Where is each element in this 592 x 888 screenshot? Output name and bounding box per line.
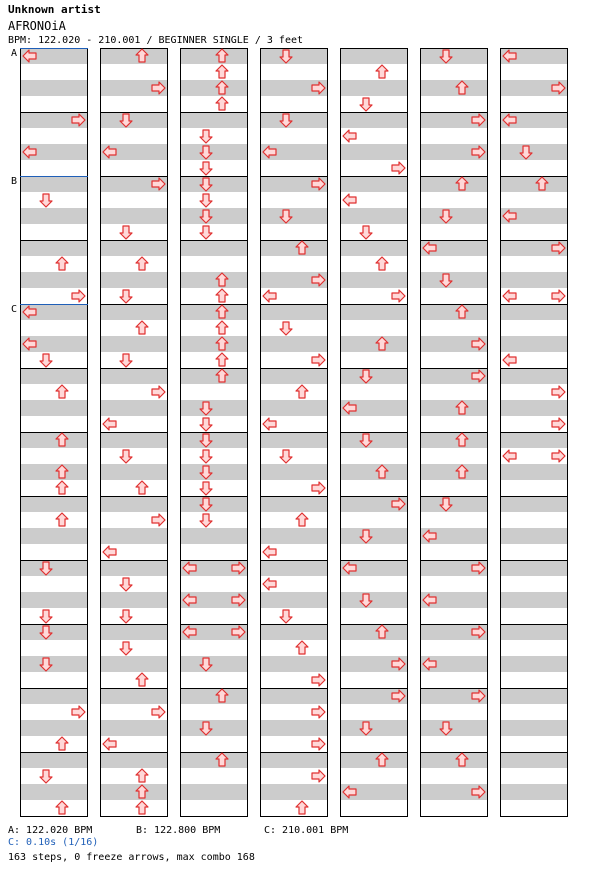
beat-stripe bbox=[100, 688, 168, 704]
beat-stripe bbox=[180, 752, 248, 768]
song-title: AFRONOiA bbox=[8, 19, 66, 33]
beat-stripe bbox=[500, 624, 568, 640]
beat-stripe bbox=[420, 48, 488, 64]
beat-stripe bbox=[260, 112, 328, 128]
beat-stripe bbox=[20, 272, 88, 288]
beat-stripe bbox=[260, 752, 328, 768]
beat-stripe bbox=[500, 656, 568, 672]
beat-stripe bbox=[500, 752, 568, 768]
beat-stripe bbox=[260, 496, 328, 512]
beat-stripe bbox=[180, 528, 248, 544]
beat-stripe bbox=[100, 592, 168, 608]
beat-stripe bbox=[340, 48, 408, 64]
beat-stripe bbox=[260, 48, 328, 64]
beat-stripe bbox=[100, 464, 168, 480]
beat-stripe bbox=[260, 464, 328, 480]
bpm-legend-a: A: 122.020 BPM bbox=[8, 825, 93, 836]
beat-stripe bbox=[260, 432, 328, 448]
beat-stripe bbox=[260, 240, 328, 256]
beat-stripe bbox=[20, 496, 88, 512]
beat-stripe bbox=[180, 336, 248, 352]
beat-stripe bbox=[100, 528, 168, 544]
beat-stripe bbox=[260, 560, 328, 576]
beat-stripe bbox=[180, 688, 248, 704]
beat-stripe bbox=[420, 208, 488, 224]
beat-stripe bbox=[340, 240, 408, 256]
beat-stripe bbox=[340, 368, 408, 384]
stop-info: C: 0.10s (1/16) bbox=[8, 837, 99, 848]
beat-stripe bbox=[100, 208, 168, 224]
beat-stripe bbox=[340, 752, 408, 768]
beat-stripe bbox=[500, 432, 568, 448]
beat-stripe bbox=[20, 592, 88, 608]
step-summary: 163 steps, 0 freeze arrows, max combo 168 bbox=[8, 852, 255, 863]
beat-stripe bbox=[500, 272, 568, 288]
bpm-legend-c: C: 210.001 BPM bbox=[264, 825, 349, 836]
beat-stripe bbox=[180, 656, 248, 672]
beat-stripe bbox=[180, 368, 248, 384]
artist-name: Unknown artist bbox=[8, 3, 101, 16]
beat-stripe bbox=[340, 432, 408, 448]
beat-stripe bbox=[100, 560, 168, 576]
beat-stripe bbox=[420, 176, 488, 192]
beat-stripe bbox=[500, 304, 568, 320]
beat-stripe bbox=[500, 592, 568, 608]
bpm-marker-label: B bbox=[11, 176, 18, 187]
beat-stripe bbox=[340, 336, 408, 352]
beat-stripe bbox=[420, 272, 488, 288]
beat-stripe bbox=[180, 208, 248, 224]
bpm-legend-b: B: 122.800 BPM bbox=[136, 825, 221, 836]
beat-stripe bbox=[20, 240, 88, 256]
beat-stripe bbox=[340, 528, 408, 544]
beat-stripe bbox=[20, 656, 88, 672]
beat-stripe bbox=[420, 80, 488, 96]
beat-stripe bbox=[420, 464, 488, 480]
beat-stripe bbox=[500, 336, 568, 352]
beat-stripe bbox=[100, 272, 168, 288]
beat-stripe bbox=[420, 400, 488, 416]
beat-stripe bbox=[420, 496, 488, 512]
beat-stripe bbox=[20, 784, 88, 800]
beat-stripe bbox=[340, 208, 408, 224]
beat-stripe bbox=[180, 784, 248, 800]
beat-stripe bbox=[260, 592, 328, 608]
beat-stripe bbox=[100, 240, 168, 256]
beat-stripe bbox=[100, 720, 168, 736]
beat-stripe bbox=[180, 48, 248, 64]
beat-stripe bbox=[180, 240, 248, 256]
beat-stripe bbox=[260, 336, 328, 352]
beat-stripe bbox=[180, 304, 248, 320]
beat-stripe bbox=[180, 80, 248, 96]
bpm-marker-label: C bbox=[11, 304, 18, 315]
beat-stripe bbox=[260, 304, 328, 320]
beat-stripe bbox=[20, 80, 88, 96]
beat-stripe bbox=[420, 720, 488, 736]
beat-stripe bbox=[260, 720, 328, 736]
beat-stripe bbox=[180, 464, 248, 480]
beat-stripe bbox=[500, 368, 568, 384]
beat-stripe bbox=[100, 432, 168, 448]
beat-stripe bbox=[260, 400, 328, 416]
beat-stripe bbox=[20, 208, 88, 224]
beat-stripe bbox=[100, 304, 168, 320]
beat-stripe bbox=[500, 720, 568, 736]
beat-stripe bbox=[20, 400, 88, 416]
beat-stripe bbox=[180, 496, 248, 512]
beat-stripe bbox=[100, 496, 168, 512]
beat-stripe bbox=[500, 496, 568, 512]
beat-stripe bbox=[500, 784, 568, 800]
beat-stripe bbox=[420, 432, 488, 448]
beat-stripe bbox=[340, 592, 408, 608]
beat-stripe bbox=[500, 400, 568, 416]
beat-stripe bbox=[500, 176, 568, 192]
beat-stripe bbox=[20, 752, 88, 768]
beat-stripe bbox=[20, 528, 88, 544]
beat-stripe bbox=[180, 432, 248, 448]
beat-stripe bbox=[180, 400, 248, 416]
beat-stripe bbox=[340, 464, 408, 480]
beat-stripe bbox=[260, 688, 328, 704]
beat-stripe bbox=[260, 784, 328, 800]
beat-stripe bbox=[100, 336, 168, 352]
beat-stripe bbox=[20, 368, 88, 384]
beat-stripe bbox=[500, 144, 568, 160]
beat-stripe bbox=[340, 80, 408, 96]
beat-stripe bbox=[20, 560, 88, 576]
beat-stripe bbox=[100, 400, 168, 416]
beat-stripe bbox=[100, 48, 168, 64]
beat-stripe bbox=[340, 720, 408, 736]
beat-stripe bbox=[100, 624, 168, 640]
beat-stripe bbox=[500, 560, 568, 576]
beat-stripe bbox=[340, 144, 408, 160]
bpm-marker-label: A bbox=[11, 48, 18, 59]
beat-stripe bbox=[100, 368, 168, 384]
beat-stripe bbox=[100, 784, 168, 800]
beat-stripe bbox=[340, 624, 408, 640]
beat-stripe bbox=[340, 304, 408, 320]
beat-stripe bbox=[500, 528, 568, 544]
beat-stripe bbox=[260, 208, 328, 224]
beat-stripe bbox=[500, 464, 568, 480]
beat-stripe bbox=[20, 464, 88, 480]
beat-stripe bbox=[20, 720, 88, 736]
beat-stripe bbox=[260, 368, 328, 384]
beat-stripe bbox=[180, 144, 248, 160]
beat-stripe bbox=[260, 656, 328, 672]
beat-stripe bbox=[180, 720, 248, 736]
beat-stripe bbox=[20, 688, 88, 704]
beat-stripe bbox=[100, 752, 168, 768]
beat-stripe bbox=[340, 112, 408, 128]
beat-stripe bbox=[180, 272, 248, 288]
beat-stripe bbox=[340, 176, 408, 192]
beat-stripe bbox=[180, 112, 248, 128]
beat-stripe bbox=[20, 432, 88, 448]
beat-stripe bbox=[420, 304, 488, 320]
beat-stripe bbox=[500, 688, 568, 704]
beat-stripe bbox=[260, 528, 328, 544]
beat-stripe bbox=[20, 624, 88, 640]
beat-stripe bbox=[20, 176, 88, 192]
chart-meta: BPM: 122.020 - 210.001 / BEGINNER SINGLE / 3 feet bbox=[8, 35, 304, 46]
beat-stripe bbox=[340, 272, 408, 288]
beat-stripe bbox=[420, 752, 488, 768]
beat-stripe bbox=[180, 176, 248, 192]
beat-stripe bbox=[260, 624, 328, 640]
beat-stripe bbox=[100, 656, 168, 672]
beat-stripe bbox=[100, 112, 168, 128]
